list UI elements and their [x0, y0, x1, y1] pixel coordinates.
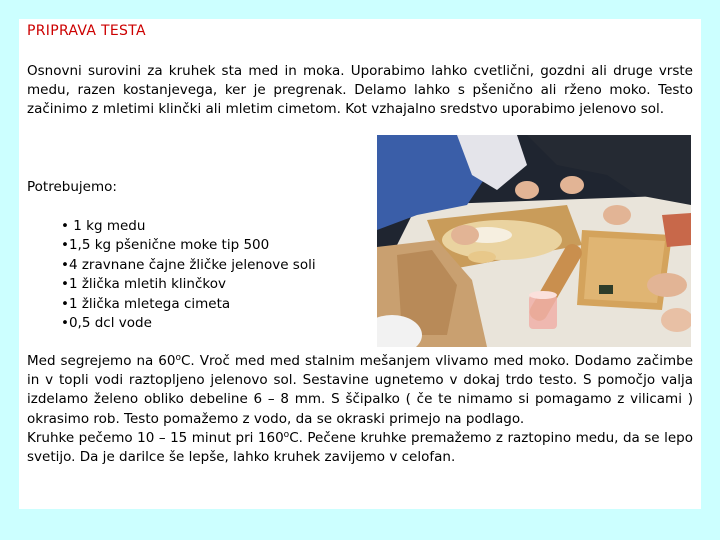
photo-illustration [377, 135, 691, 347]
degree-symbol: o [283, 429, 290, 440]
list-item: • 4 zravnane čajne žličke jelenove soli [61, 256, 316, 275]
list-item: • 1,5 kg pšenične moke tip 500 [61, 236, 316, 255]
intro-paragraph: Osnovni surovini za kruhek sta med in moka. Uporabimo lahko cvetlični, gozdni ali druge vrste medu, razen kostanjevega, ker je pregrenak. Delamo lahko s pšenično ali rženo moko. Testo začinimo z mletimi klinčki ali mletim cimetom. Kot vzhajalno sredstvo uporabimo jelenovo sol. [27, 63, 693, 118]
list-item: • 1 žlička mletih klinčkov [61, 275, 316, 294]
degree-symbol: o [175, 353, 181, 363]
page-title: PRIPRAVA TESTA [27, 23, 146, 39]
method-text-2a: Kruhke pečemo 10 – 15 minut pri 160 [27, 429, 284, 446]
photo-people-kneading-dough [377, 135, 691, 347]
ingredients-list [61, 217, 316, 333]
method-text-1a: Med segrejemo na 60 [27, 353, 176, 369]
ingredients-heading: Potrebujemo: [27, 179, 117, 195]
method-text-1b: C. Vroč med med stalnim mešanjem vlivamo med moko. Dodamo začimbe in v topli vodi raztopljeno jelenovo sol. Sestavine ugnetemo v dokaj trdo testo. S pomočjo valja izdelamo želeno obliko debeline 6 – 8 mm. S ščipalko ( če te nimamo si pomagamo z vilicami ) okrasimo rob. Testo pomažemo z vodo, da se okraski primejo na podlago. [27, 353, 694, 427]
list-item: • 1 kg medu [61, 217, 316, 236]
method-paragraph [27, 352, 693, 467]
list-item: • 1 žlička mletega cimeta [61, 295, 316, 314]
list-item: • 0,5 dcl vode [61, 314, 316, 333]
method-text-2b: C. Pečene kruhke premažemo z raztopino medu, da se lepo svetijo. Da je darilce še lepše, lahko kruhek zavijemo v celofan. [27, 429, 693, 466]
